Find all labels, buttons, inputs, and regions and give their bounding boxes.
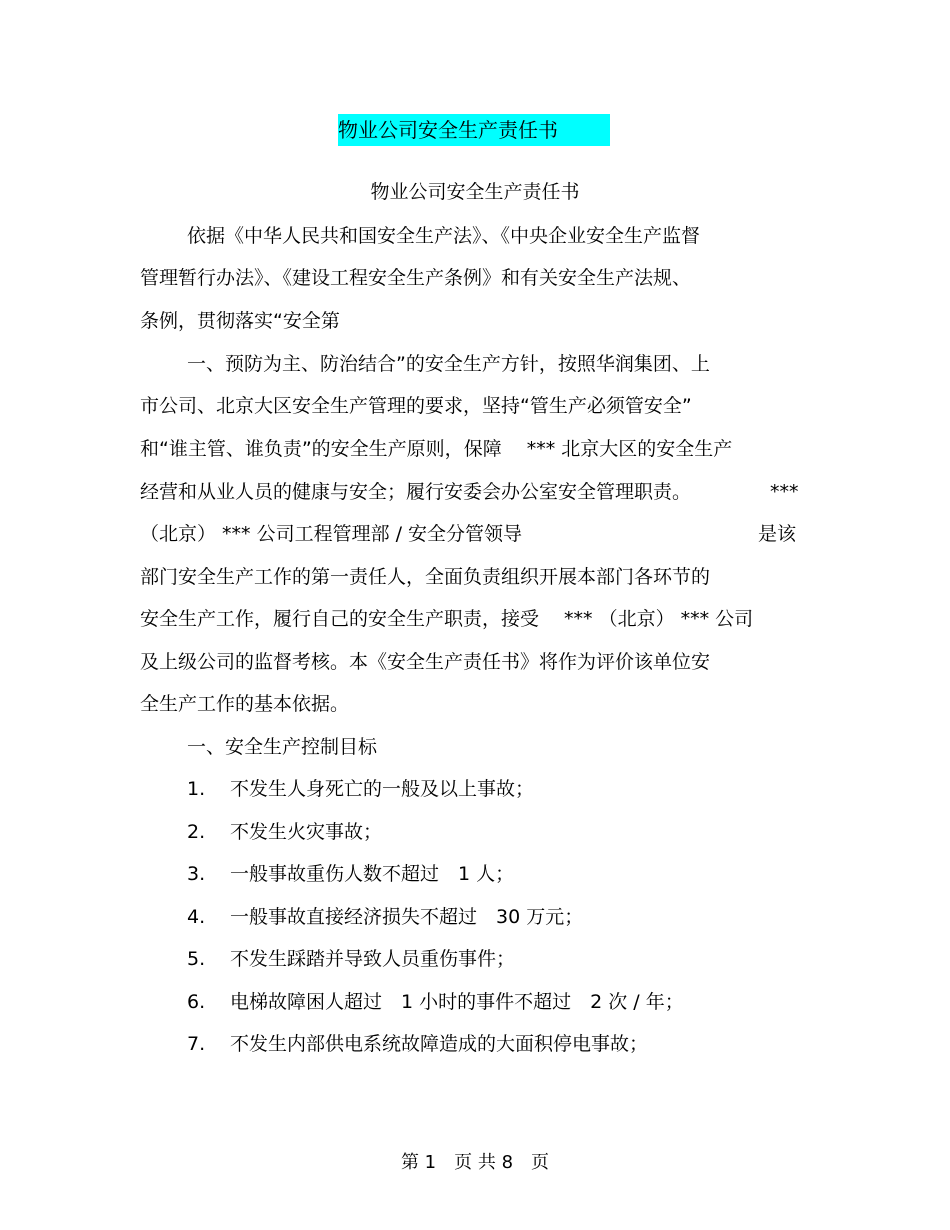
section-heading: 一、安全生产控制目标 — [187, 736, 378, 758]
list-item: 不发生人身死亡的一般及以上事故； — [230, 778, 535, 800]
body-line: 条例，贯彻落实“安全第 — [140, 310, 340, 332]
list-item-number: 1. — [187, 778, 206, 800]
list-item-number: 5. — [187, 948, 206, 970]
body-line: 经营和从业人员的健康与安全；履行安委会办公室安全管理职责。 — [140, 481, 692, 503]
body-line: 全生产工作的基本依据。 — [140, 693, 350, 715]
body-line: *** — [770, 481, 799, 503]
list-item-number: 4. — [187, 906, 206, 928]
body-line: 安全生产工作，履行自己的安全生产职责，接受 *** （北京） *** 公司 — [140, 608, 754, 630]
list-item: 一般事故直接经济损失不超过 30 万元； — [230, 906, 584, 928]
body-line: 和“谁主管、谁负责”的安全生产原则，保障 *** 北京大区的安全生产 — [140, 438, 733, 460]
document-subtitle: 物业公司安全生产责任书 — [370, 181, 580, 203]
body-line: 市公司、北京大区安全生产管理的要求，坚持“管生产必须管安全” — [140, 395, 692, 417]
body-line: 是该 — [758, 523, 797, 545]
body-line: 依据《中华人民共和国安全生产法》、《中央企业安全生产监督 — [187, 225, 701, 247]
body-line: 部门安全生产工作的第一责任人，全面负责组织开展本部门各环节的 — [140, 566, 711, 588]
list-item-number: 2. — [187, 821, 206, 843]
list-item: 一般事故重伤人数不超过 1 人； — [230, 863, 515, 885]
list-item: 不发生踩踏并导致人员重伤事件； — [230, 948, 516, 970]
body-line: （北京） *** 公司工程管理部 / 安全分管领导 — [140, 523, 523, 545]
body-line: 一、预防为主、防治结合”的安全生产方针，按照华润集团、上 — [187, 353, 710, 375]
page-footer: 第 1 页 共 8 页 — [400, 1152, 550, 1173]
list-item-number: 7. — [187, 1033, 206, 1055]
list-item: 电梯故障困人超过 1 小时的事件不超过 2 次 / 年； — [230, 991, 684, 1013]
list-item: 不发生内部供电系统故障造成的大面积停电事故； — [230, 1033, 649, 1055]
list-item-number: 3. — [187, 863, 206, 885]
body-line: 及上级公司的监督考核。本《安全生产责任书》将作为评价该单位安 — [140, 651, 711, 673]
list-item: 不发生火灾事故； — [230, 821, 383, 843]
list-item-number: 6. — [187, 991, 206, 1013]
document-title: 物业公司安全生产责任书 — [338, 114, 610, 146]
body-line: 管理暂行办法》、《建设工程安全生产条例》和有关安全生产法规、 — [140, 267, 692, 289]
